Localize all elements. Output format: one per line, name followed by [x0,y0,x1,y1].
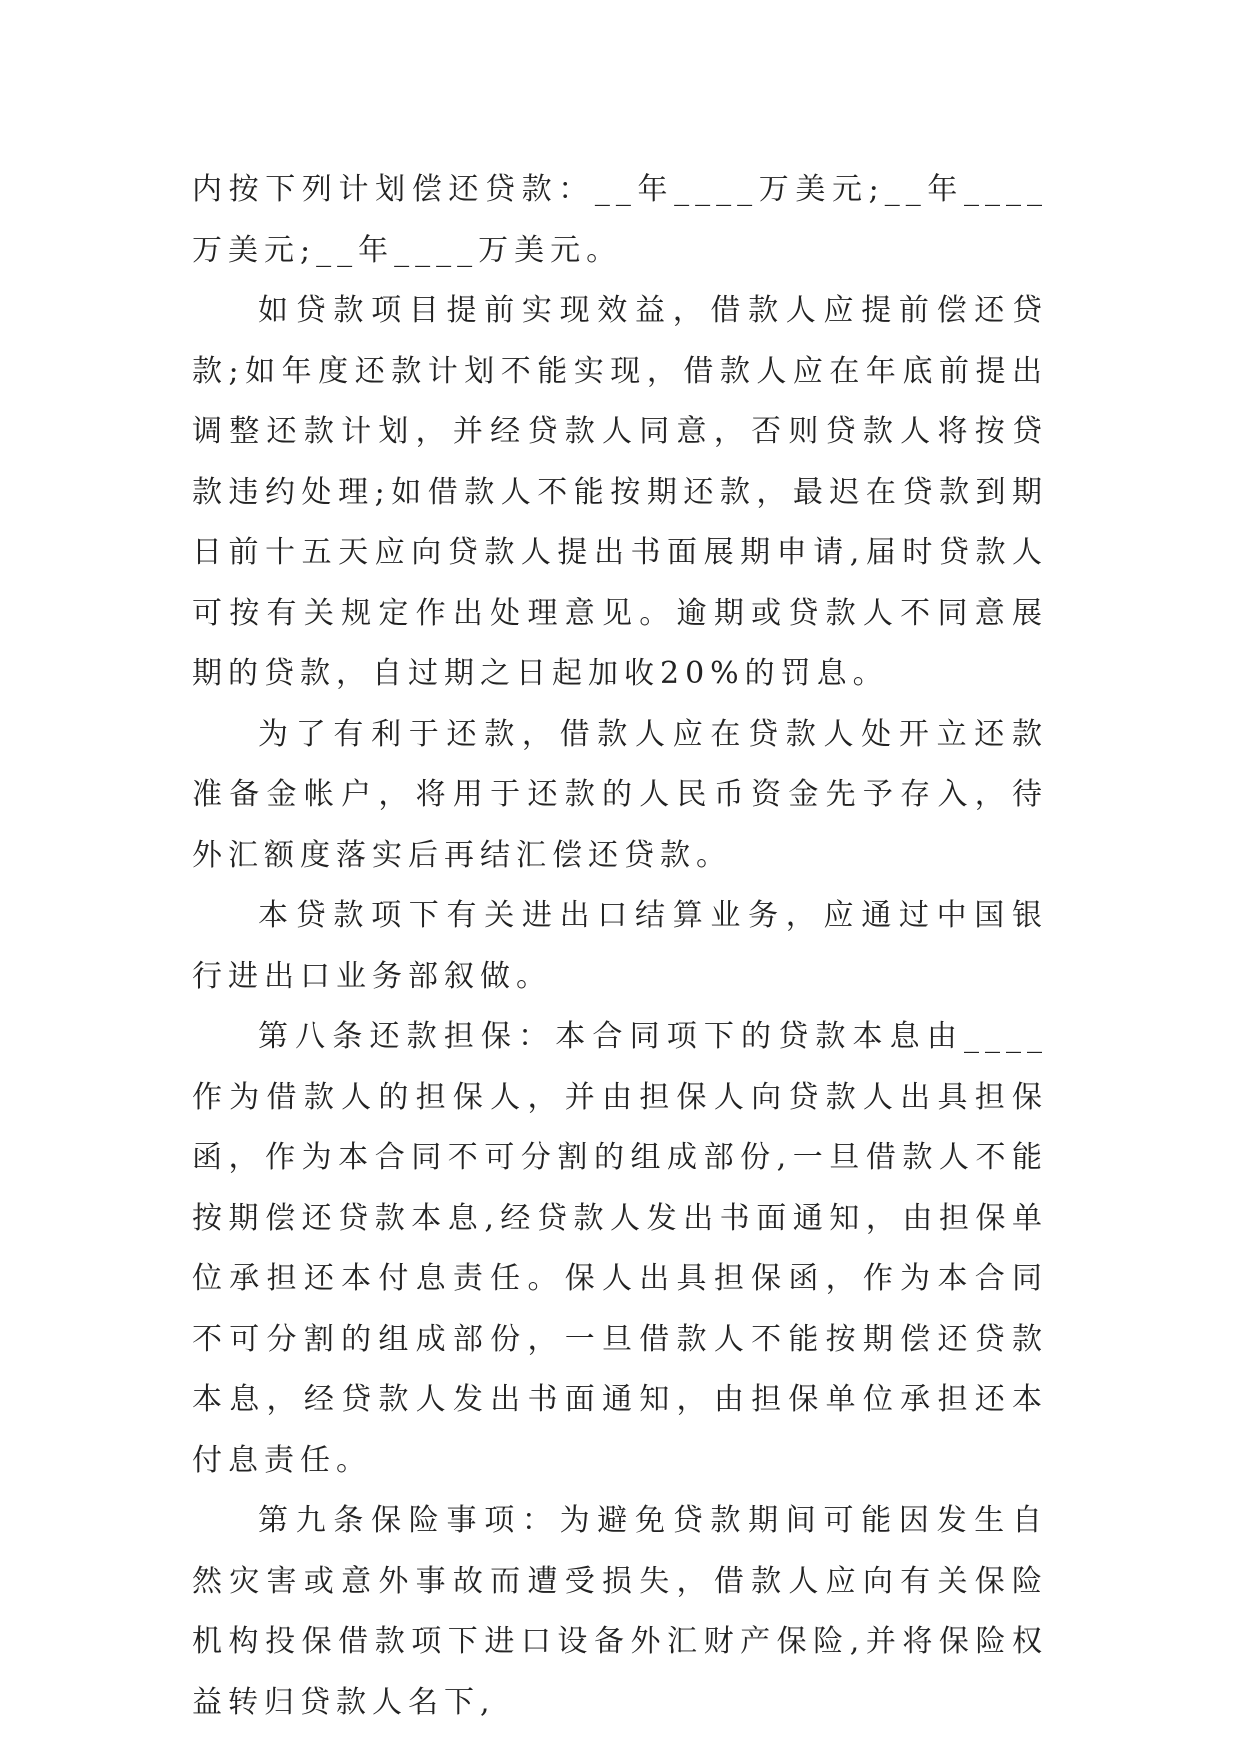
paragraph-repayment-schedule: 内按下列计划偿还贷款：__年____万美元;__年____万美元;__年____万美元。 [192,172,1048,268]
paragraph-settlement: 本贷款项下有关进出口结算业务，应通过中国银行进出口业务部叙做。 [192,898,1048,994]
paragraph-article-8-guarantee: 第八条还款担保：本合同项下的贷款本息由____作为借款人的担保人，并由担保人向贷款人出具担保函，作为本合同不可分割的组成部份,一旦借款人不能按期偿还贷款本息,经贷款人发出书面通知，由担保单位承担还本付息责任。保人出具担保函，作为本合同不可分割的组成部份，一旦借款人不能按期偿还贷款本息，经贷款人发出书面通知，由担保单位承担还本付息责任。 [192,1019,1048,1478]
document-page [192,160,1048,1733]
paragraph-reserve-account: 为了有利于还款，借款人应在贷款人处开立还款准备金帐户，将用于还款的人民币资金先予存入，待外汇额度落实后再结汇偿还贷款。 [192,716,1048,873]
paragraph-article-9-insurance: 第九条保险事项：为避免贷款期间可能因发生自然灾害或意外事故而遭受损失，借款人应向有关保险机构投保借款项下进口设备外汇财产保险,并将保险权益转归贷款人名下, [192,1503,1048,1720]
paragraph-early-repayment: 如贷款项目提前实现效益，借款人应提前偿还贷款;如年度还款计划不能实现，借款人应在年底前提出调整还款计划，并经贷款人同意，否则贷款人将按贷款违约处理;如借款人不能按期还款，最迟在贷款到期日前十五天应向贷款人提出书面展期申请,届时贷款人可按有关规定作出处理意见。逾期或贷款人不同意展期的贷款，自过期之日起加收20%的罚息。 [192,293,1048,691]
